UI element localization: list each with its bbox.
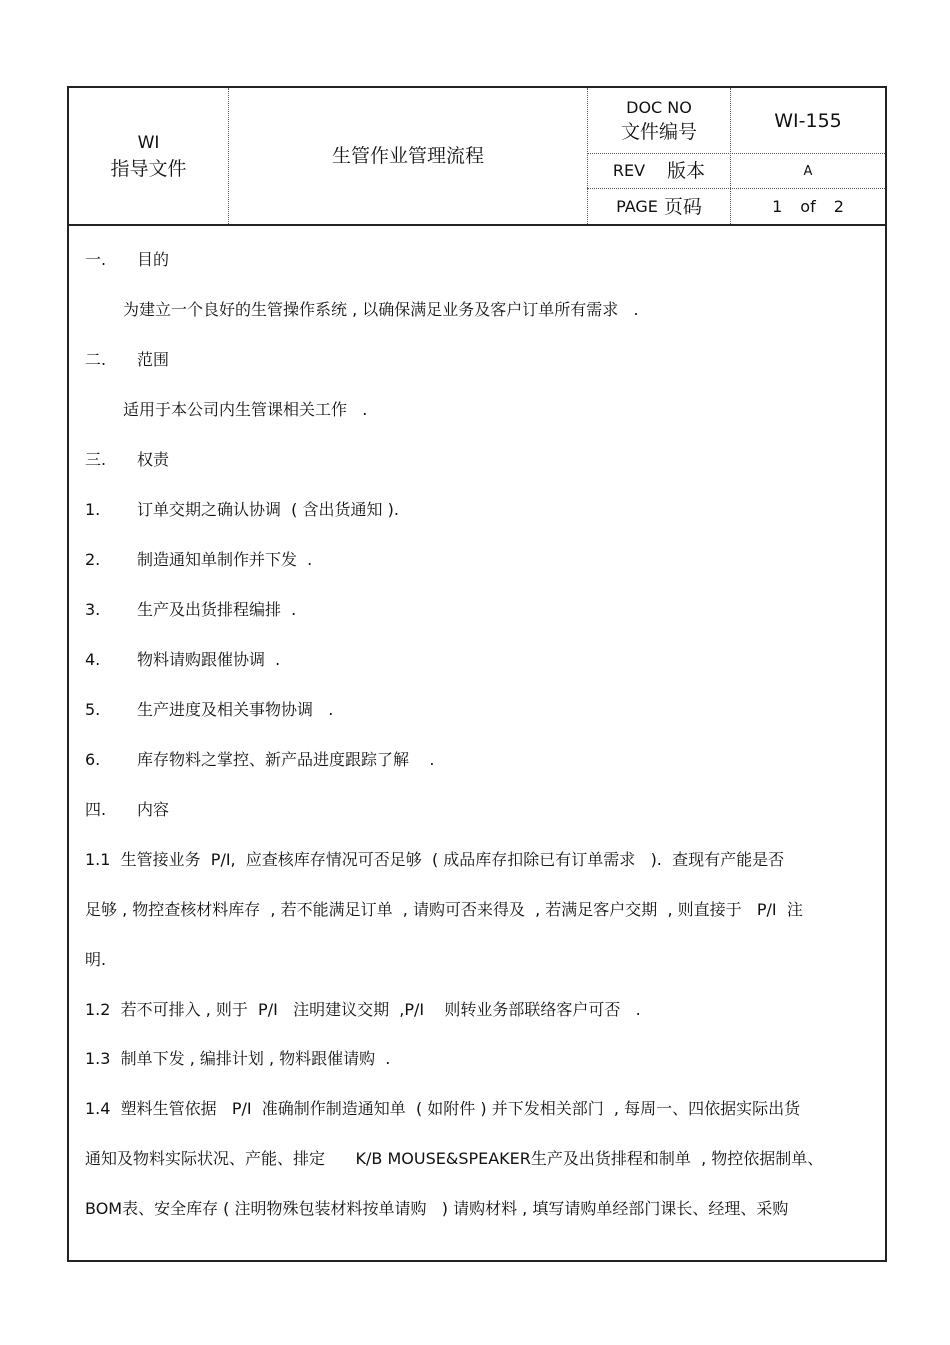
- section-scope-heading: 二. 范围: [85, 350, 170, 369]
- doc-type: [69, 88, 228, 224]
- duty-item: 5. 生产进度及相关事物协调 .: [85, 700, 334, 719]
- wi-label: WI: [137, 133, 160, 153]
- content-1-1-line-1: 1.1 生管接业务 P/I, 应查核库存情况可否足够 ( 成品库存扣除已有订单需求 ). 查现有产能是否: [85, 850, 785, 869]
- content-1-4-line-1: 1.4 塑料生管依据 P/I 准确制作制造通知单 ( 如附件 ) 并下发相关部门 , 每周一、四依据实际出货: [85, 1099, 801, 1118]
- page-zh: 页码: [663, 195, 702, 218]
- rev-value-cell: [731, 154, 885, 188]
- duty-item: 1. 订单交期之确认协调 ( 含出货通知 ).: [85, 500, 399, 519]
- section-purpose-text: 为建立一个良好的生管操作系统 , 以确保满足业务及客户订单所有需求 .: [123, 300, 639, 319]
- page-of: of: [800, 196, 816, 216]
- content-1-3: 1.3 制单下发 , 编排计划 , 物料跟催请购 .: [85, 1049, 391, 1068]
- guide-label: 指导文件: [110, 158, 187, 180]
- page-label-cell: [588, 189, 730, 224]
- section-duty-heading: 三. 权责: [85, 450, 170, 469]
- content-1-4-line-3: BOM表、安全库存 ( 注明物殊包装材料按单请购 ) 请购材料 , 填写请购单经部门课长、经理、采购: [85, 1199, 789, 1218]
- rev-zh: 版本: [667, 160, 706, 182]
- page-en: PAGE: [616, 196, 658, 216]
- duty-item: 2. 制造通知单制作并下发 .: [85, 550, 313, 569]
- page-total: 2: [833, 196, 844, 216]
- docno-label-cell: [588, 88, 730, 153]
- section-content-heading: 四. 内容: [85, 800, 170, 819]
- section-scope-text: 适用于本公司内生管课相关工作 .: [123, 400, 368, 419]
- docno-zh: 文件编号: [620, 120, 697, 143]
- page-value-cell: [731, 189, 885, 224]
- duty-item: 6. 库存物料之掌控、新产品进度跟踪了解 .: [85, 750, 435, 769]
- rev-en: REV: [612, 161, 646, 180]
- duty-item: 4. 物料请购跟催协调 .: [85, 650, 281, 669]
- section-purpose-heading: 一. 目的: [85, 250, 170, 269]
- header-table: [69, 88, 885, 226]
- page-current: 1: [772, 196, 783, 216]
- doc-title: 生管作业管理流程: [331, 145, 484, 167]
- content-1-1-line-2: 足够 , 物控查核材料库存 , 若不能满足订单 , 请购可否来得及 , 若满足客户交期 , 则直接于 P/I 注: [85, 900, 803, 919]
- content-1-1-line-3: 明.: [85, 950, 107, 969]
- docno-value: WI-155: [774, 109, 842, 132]
- rev-value: A: [803, 163, 813, 179]
- docno-value-cell: [731, 88, 885, 153]
- content-1-4-line-2: 通知及物料实际状况、产能、排定 K/B MOUSE&SPEAKER生产及出货排程和制单 , 物控依据制单、: [85, 1149, 824, 1168]
- duty-item: 3. 生产及出货排程编排 .: [85, 600, 297, 619]
- docno-en: DOC NO: [626, 97, 692, 117]
- doc-title-cell: [229, 88, 587, 224]
- document-frame: [67, 86, 887, 1262]
- rev-label-cell: [588, 154, 730, 188]
- content-1-2: 1.2 若不可排入 , 则于 P/I 注明建议交期 ,P/I 则转业务部联络客户可否 .: [85, 1000, 641, 1019]
